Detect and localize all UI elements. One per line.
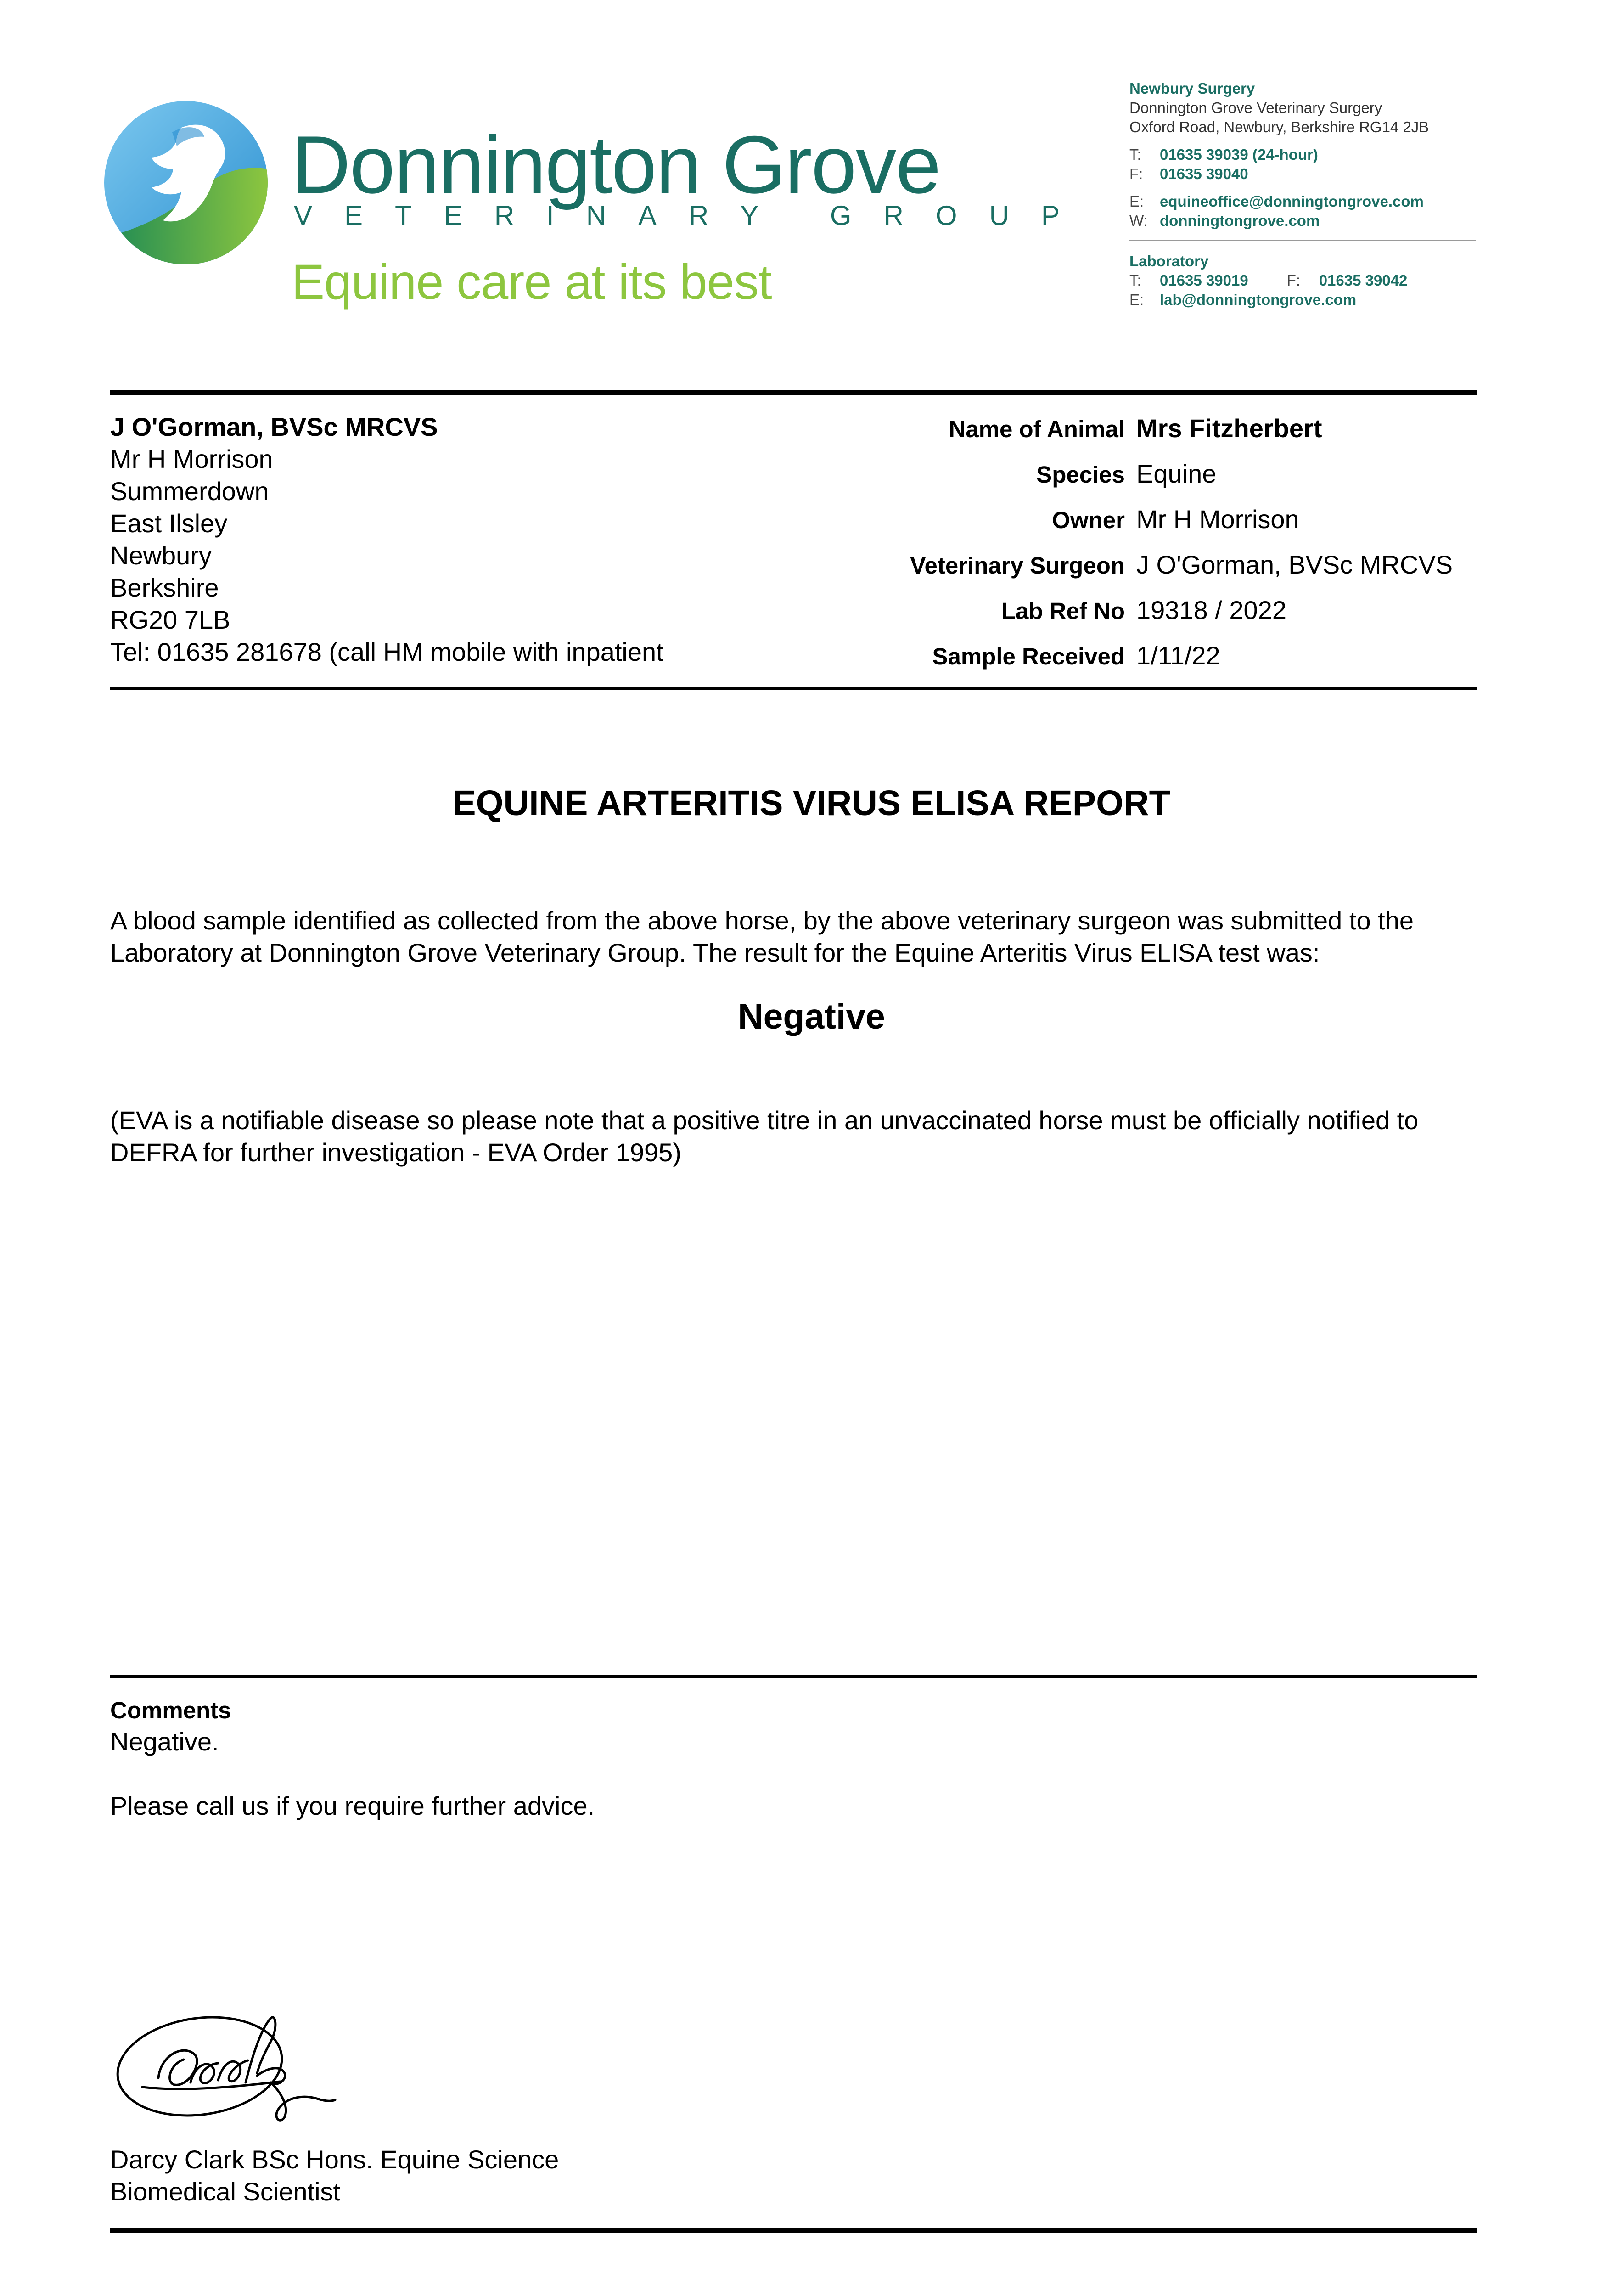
laboratory-phone[interactable]: 01635 39019 [1160,272,1248,289]
report-title: EQUINE ARTERITIS VIRUS ELISA REPORT [452,783,1171,823]
top-divider [110,390,1477,395]
address-block [110,411,721,666]
detail-label: Sample Received [932,643,1125,670]
laboratory-fax: 01635 39042 [1319,272,1408,289]
brand-name: Donnington Grove [292,119,940,210]
notifiable-note: (EVA is a notifiable disease so please note that a positive titre in an unvaccinated horse must be officially notified to DEFRA for further investigation - EVA Order 1995) [110,1106,1419,1167]
lab-ref-value: 19318 / 2022 [1136,596,1286,625]
donnington-grove-logo [103,100,269,265]
address-line: East Ilsley [110,509,228,538]
comments-label: Comments [110,1697,231,1723]
comment-line: Please call us if you require further advice. [110,1791,595,1820]
brand-subtitle: VETERINARY GROUP [294,200,1092,231]
surgery-fax: 01635 39040 [1160,165,1248,182]
address-phone-line: Tel: 01635 281678 (call HM mobile with inpatient [110,637,663,666]
fax-label: F: [1286,272,1301,289]
detail-row-received [826,641,1478,686]
vet-name: J O'Gorman, BVSc MRCVS [110,412,438,441]
tel-label: T: [1129,146,1141,163]
signatory-name: Darcy Clark BSc Hons. Equine Science [110,2145,559,2174]
address-line: Newbury [110,541,212,570]
detail-label: Name of Animal [949,416,1125,442]
laboratory-contact [1129,252,1478,310]
vet-value: J O'Gorman, BVSc MRCVS [1136,550,1453,579]
detail-label: Lab Ref No [1001,598,1125,624]
owner-value: Mr H Morrison [1136,505,1299,534]
surgery-address-line: Donnington Grove Veterinary Surgery [1129,99,1382,116]
detail-label: Species [1036,461,1125,488]
animal-name: Mrs Fitzherbert [1136,414,1322,443]
handwritten-signature [115,2000,358,2138]
detail-row-vet [826,550,1478,595]
fax-label: F: [1129,165,1143,182]
tel-label: T: [1129,272,1141,289]
address-line: Berkshire [110,573,219,602]
sample-received-value: 1/11/22 [1136,641,1220,670]
detail-row-species [826,459,1478,504]
address-line: Summerdown [110,477,269,506]
web-label: W: [1129,212,1148,229]
detail-row-name [826,413,1478,459]
laboratory-email-link[interactable]: lab@donningtongrove.com [1160,291,1357,308]
animal-details [826,413,1478,686]
website-link[interactable]: donningtongrove.com [1160,212,1320,229]
tagline: Equine care at its best [292,254,772,310]
surgery-email-link[interactable]: equineoffice@donningtongrove.com [1160,193,1424,210]
surgery-phone[interactable]: 01635 39039 (24-hour) [1160,146,1318,163]
bottom-divider [110,2228,1477,2233]
comments-divider [110,1675,1477,1678]
surgery-address-line: Oxford Road, Newbury, Berkshire RG14 2JB [1129,118,1429,135]
species-value: Equine [1136,459,1217,488]
email-label: E: [1129,291,1144,308]
comment-line: Negative. [110,1727,219,1756]
details-divider [110,687,1477,690]
laboratory-heading: Laboratory [1129,253,1209,270]
surgery-contact [1129,79,1478,231]
signatory-role: Biomedical Scientist [110,2177,341,2206]
detail-label: Owner [1052,507,1125,533]
email-label: E: [1129,193,1144,210]
detail-label: Veterinary Surgeon [910,552,1125,579]
detail-row-labref [826,595,1478,641]
address-line: Mr H Morrison [110,445,273,473]
address-line: RG20 7LB [110,605,230,634]
report-intro: A blood sample identified as collected from the above horse, by the above veterinary surgeon was submitted to the Laboratory at Donnington Grove Veterinary Group. The result for the Equine Arteritis Virus ELISA test was: [110,906,1414,967]
test-result: Negative [738,997,885,1036]
contact-divider [1129,240,1476,241]
detail-row-owner [826,504,1478,550]
surgery-heading: Newbury Surgery [1129,80,1255,97]
